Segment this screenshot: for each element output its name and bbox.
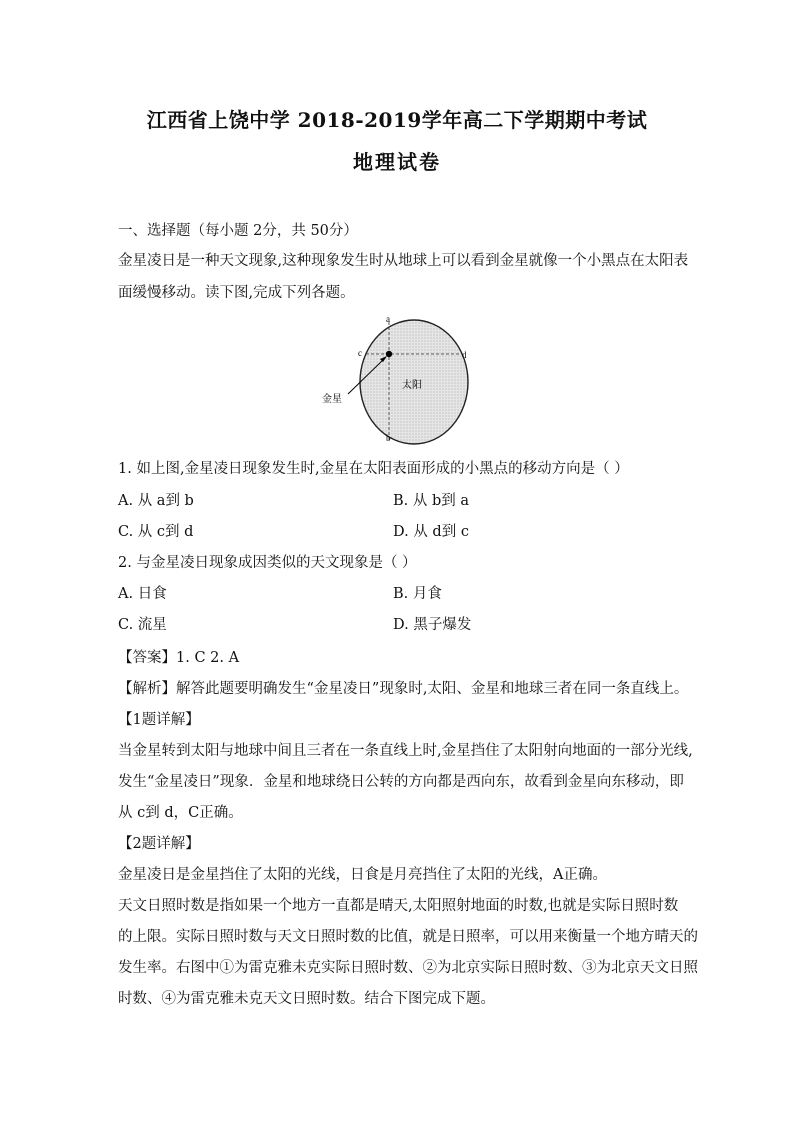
q1-option-b: B. 从 b到 a bbox=[393, 493, 470, 509]
label-a: a bbox=[386, 314, 390, 324]
detail2-line: 金星凌日是金星挡住了太阳的光线，日食是月亮挡住了太阳的光线，A正确。 bbox=[118, 867, 607, 883]
detail2-title: 【2题详解】 bbox=[118, 836, 200, 852]
venus-transit-figure bbox=[310, 310, 490, 450]
detail1-line-3: 从 c到 d，C正确。 bbox=[118, 805, 243, 821]
q2-option-a: A. 日食 bbox=[118, 586, 167, 602]
label-sun: 太阳 bbox=[402, 380, 422, 391]
page-title: 江西省上饶中学 2018-2019学年高二下学期期中考试 bbox=[146, 108, 648, 132]
label-b: b bbox=[386, 433, 391, 443]
section-heading: 一、选择题（每小题 2分，共 50分） bbox=[118, 223, 358, 239]
q1-option-c: C. 从 c到 d bbox=[118, 524, 194, 540]
q1-stem: 1. 如上图,金星凌日现象发生时,金星在太阳表面形成的小黑点的移动方向是（ ） bbox=[118, 461, 629, 477]
q1-option-d: D. 从 d到 c bbox=[393, 524, 469, 540]
q2-option-d: D. 黑子爆发 bbox=[393, 617, 472, 633]
label-c: c bbox=[358, 348, 362, 358]
detail1-title: 【1题详解】 bbox=[118, 712, 200, 728]
detail1-line-2: 发生“金星凌日”现象．金星和地球绕日公转的方向都是西向东，故看到金星向东移动，即 bbox=[118, 774, 684, 790]
detail1-line-1: 当金星转到太阳与地球中间且三者在一条直线上时,金星挡住了太阳射向地面的一部分光线, bbox=[118, 743, 693, 759]
intro-line-1: 金星凌日是一种天文现象,这种现象发生时从地球上可以看到金星就像一个小黑点在太阳表 bbox=[118, 253, 689, 269]
q1-option-a: A. 从 a到 b bbox=[118, 493, 194, 509]
label-d: d bbox=[462, 350, 467, 360]
next-intro-line-3: 发生率。右图中①为雷克雅未克实际日照时数、②为北京实际日照时数、③为北京天文日照 bbox=[118, 960, 698, 976]
label-venus: 金星 bbox=[322, 394, 342, 405]
answer-line: 【答案】1. C 2. A bbox=[118, 650, 240, 666]
analysis-line: 【解析】解答此题要明确发生“金星凌日”现象时,太阳、金星和地球三者在同一条直线上。 bbox=[118, 681, 689, 697]
next-intro-line-1: 天文日照时数是指如果一个地方一直都是晴天,太阳照射地面的时数,也就是实际日照时数 bbox=[118, 898, 679, 914]
intro-line-2: 面缓慢移动。读下图,完成下列各题。 bbox=[118, 285, 355, 301]
q2-option-b: B. 月食 bbox=[393, 586, 442, 602]
next-intro-line-4: 时数、④为雷克雅未克天文日照时数。结合下图完成下题。 bbox=[118, 991, 495, 1007]
next-intro-line-2: 的上限。实际日照时数与天文日照时数的比值，就是日照率，可以用来衡量一个地方晴天的 bbox=[118, 929, 698, 945]
q2-stem: 2. 与金星凌日现象成因类似的天文现象是（ ） bbox=[118, 555, 417, 571]
q2-option-c: C. 流星 bbox=[118, 617, 167, 633]
page-subtitle: 地理试卷 bbox=[353, 150, 441, 174]
